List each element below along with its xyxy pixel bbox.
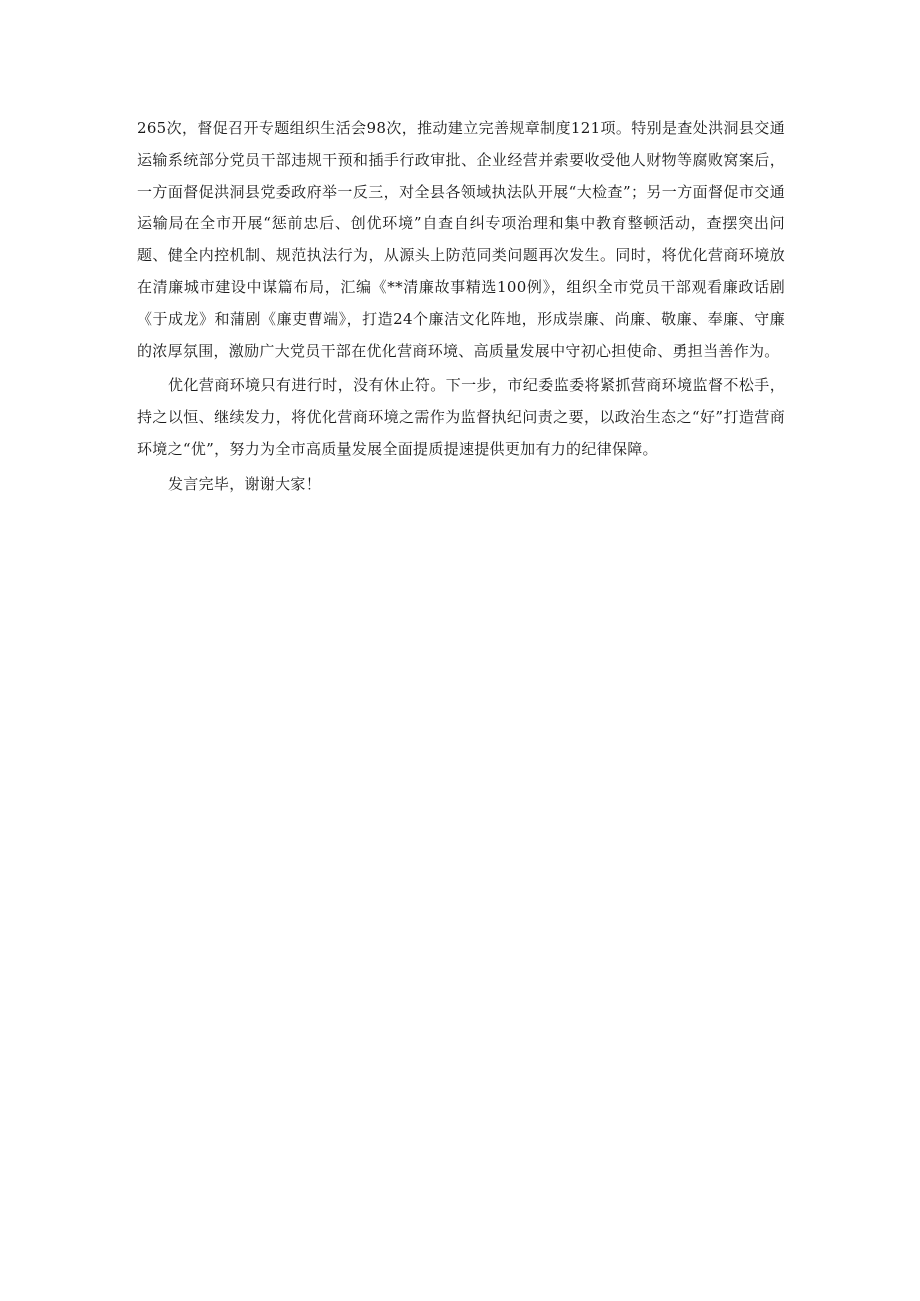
body-paragraph-1: 265次，督促召开专题组织生活会98次，推动建立完善规章制度121项。特别是查处洪洞县交通运输系统部分党员干部违规干预和插手行政审批、企业经营并索要收受他人财物等腐败窝案后，一方面督促洪洞县党委政府举一反三，对全县各领域执法队开展“大检查”；另一方面督促市交通运输局在全市开展“惩前忠后、创优环境”自查自纠专项治理和集中教育整顿活动，查摆突出问题、健全内控机制、规范执法行为，从源头上防范同类问题再次发生。同时，将优化营商环境放在清廉城市建设中谋篇布局，汇编《**清廉故事精选100例》，组织全市党员干部观看廉政话剧《于成龙》和蒲剧《廉吏曹端》，打造24个廉洁文化阵地，形成崇廉、尚廉、敬廉、奉廉、守廉的浓厚氛围，激励广大党员干部在优化营商环境、高质量发展中守初心担使命、勇担当善作为。: [137, 119, 785, 360]
closing-paragraph: 发言完毕，谢谢大家！: [168, 474, 322, 493]
body-paragraph-2: 优化营商环境只有进行时，没有休止符。下一步，市纪委监委将紧抓营商环境监督不松手，持之以恒、继续发力，将优化营商环境之需作为监督执纪问责之要，以政治生态之“好”打造营商环境之“优”，努力为全市高质量发展全面提质提速提供更加有力的纪律保障。: [137, 376, 785, 458]
document-body: [137, 113, 785, 501]
